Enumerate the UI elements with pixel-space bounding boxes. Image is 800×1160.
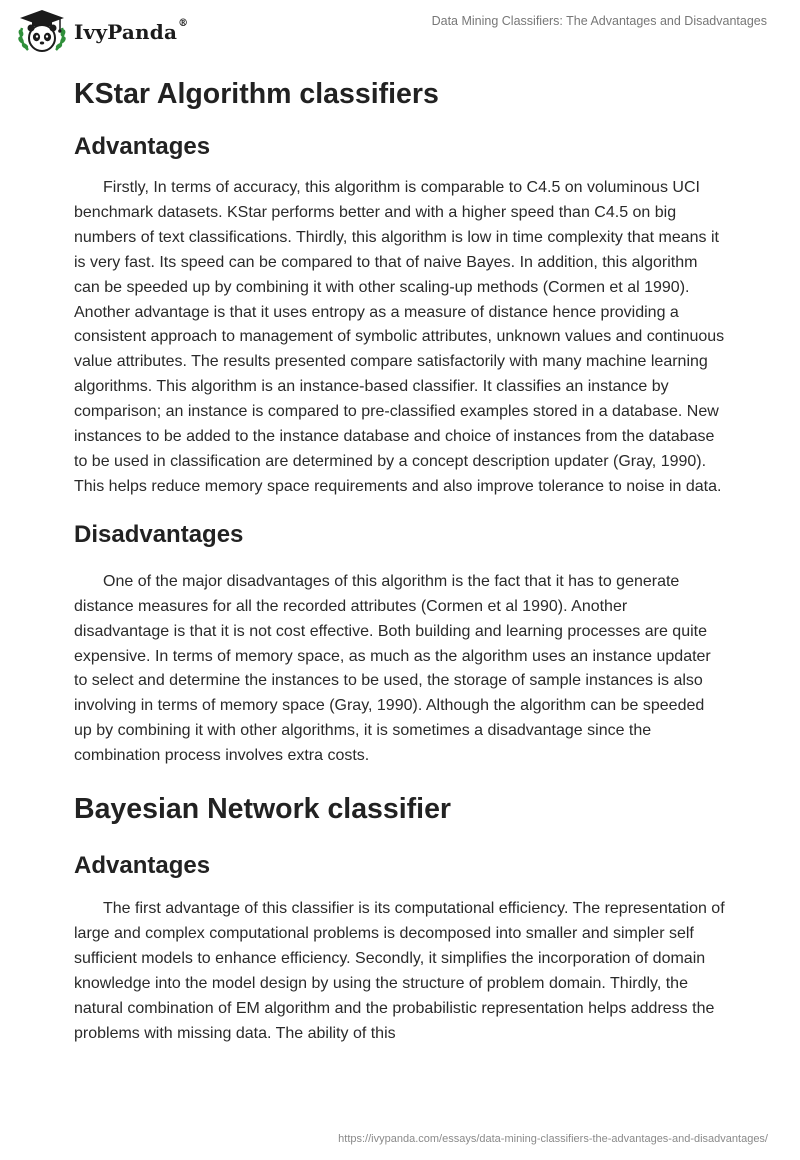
section-title-bayesian: Bayesian Network classifier [74, 793, 452, 826]
paragraph-bayesian-advantages: The first advantage of this classifier is its computational efficiency. The representation of large and complex computational problems is decomposed into smaller and simpler self sufficient models to enhance efficiency. Secondly, it simplifies the incorporation of domain knowledge into the model design by using the structure of problem domain. Thirdly, the natural combination of EM algorithm and the probabilistic representation helps address the problems with missing data. The ability of this [74, 900, 725, 1042]
page-header [0, 0, 800, 60]
source-url[interactable]: https://ivypanda.com/essays/data-mining-classifiers-the-advantages-and-disadvantages/ [338, 1133, 768, 1145]
subheading-bayesian-advantages: Advantages [74, 852, 211, 880]
subheading-kstar-disadvantages: Disadvantages [74, 520, 244, 548]
site-logo[interactable] [16, 8, 188, 56]
panda-graduate-icon [16, 8, 68, 56]
section-title-kstar: KStar Algorithm classifiers [74, 78, 439, 110]
paragraph-kstar-advantages: Firstly, In terms of accuracy, this algorithm is comparable to C4.5 on voluminous UCI benchmark datasets. KStar performs better and with a higher speed than C4.5 on big numbers of text classifications. Thirdly, this algorithm is low in time complexity that means it is very fast. Its speed can be compared to that of naive Bayes. In addition, this algorithm can be speeded up by combining it with other scaling-up methods (Cormen et al 1990). Another advantage is that it uses entropy as a measure of distance hence providing a consistent approach to management of symbolic attributes, unknown values and continuous value attributes. The results presented compare satisfactorily with many machine learning algorithms. This algorithm is an instance-based classifier. It classifies an instance by comparison; an instance is compared to pre-classified examples stored in a database. New instances to be added to the instance database and choice of instances from the database to be used in classification are determined by a concept description updater (Gray, 1990). This helps reduce memory space requirements and also improve tolerance to noise in data. [74, 179, 725, 495]
subheading-kstar-advantages: Advantages [74, 133, 211, 160]
document-title: Data Mining Classifiers: The Advantages and Disadvantages [431, 14, 767, 28]
registered-mark: ® [178, 18, 189, 29]
essay-content [74, 68, 726, 1046]
paragraph-kstar-disadvantages: One of the major disadvantages of this algorithm is the fact that it has to generate distance measures for all the recorded attributes (Cormen et al 1990). Another disadvantage is that it is not cost effective. Both building and learning processes are quite expensive. In terms of memory space, as much as the algorithm uses an instance updater to select and determine the instances to be used, the storage of sample instances is also involving in terms of memory space (Gray, 1990). Although the algorithm can be speeded up by combining it with other algorithms, it is sometimes a disadvantage since the combination process involves extra costs. [74, 572, 711, 765]
logo-text: IvyPanda® [74, 18, 189, 44]
